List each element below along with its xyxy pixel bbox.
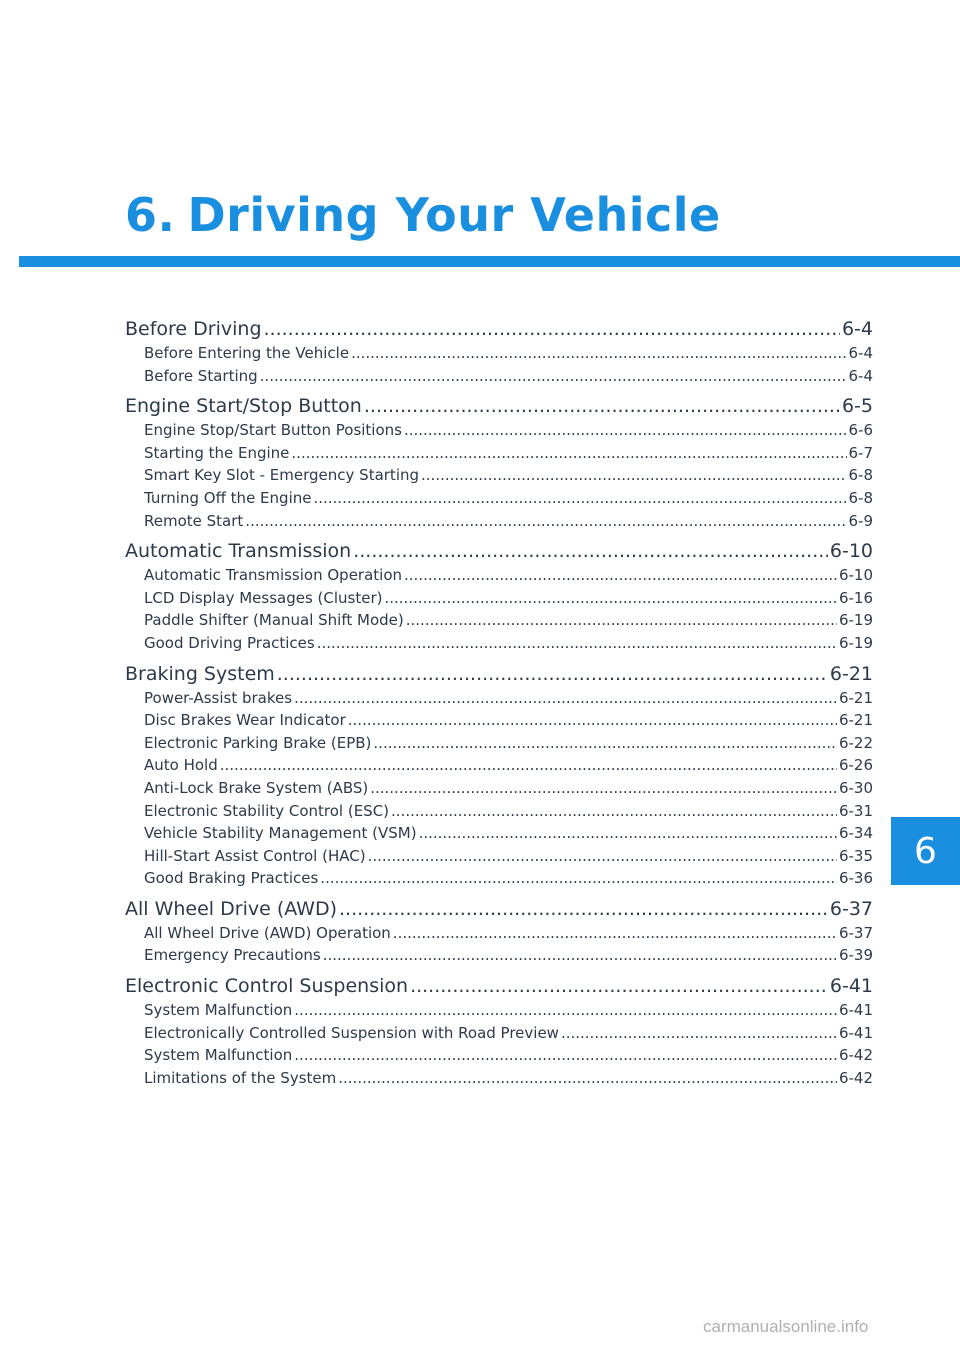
toc-leader — [317, 632, 837, 655]
toc-leader — [393, 922, 837, 945]
toc-section — [125, 973, 873, 1089]
toc-item-page: 6-16 — [838, 588, 873, 607]
toc-section-title: All Wheel Drive (AWD) — [125, 897, 338, 920]
toc-item-entry[interactable] — [125, 845, 873, 868]
toc-leader — [561, 1022, 837, 1045]
toc-item-title: Smart Key Slot - Emergency Starting — [144, 466, 420, 485]
toc-leader — [245, 510, 846, 533]
toc-section — [125, 316, 873, 387]
toc-section — [125, 896, 873, 967]
toc-leader — [351, 342, 846, 365]
toc-section-title: Braking System — [125, 662, 275, 685]
toc-item-entry[interactable] — [125, 365, 873, 388]
toc-item-entry[interactable] — [125, 1044, 873, 1067]
toc-leader — [338, 1067, 837, 1090]
toc-item-page: 6-34 — [838, 824, 873, 843]
toc-section-entry[interactable] — [125, 316, 873, 342]
toc-leader — [384, 587, 836, 610]
toc-section-title: Engine Start/Stop Button — [125, 395, 362, 418]
toc-leader — [260, 365, 847, 388]
toc-item-title: Limitations of the System — [144, 1068, 337, 1087]
toc-item-entry[interactable] — [125, 822, 873, 845]
toc-item-entry[interactable] — [125, 687, 873, 710]
table-of-contents — [125, 316, 873, 1095]
watermark: carmanualsonline.info — [703, 1317, 869, 1336]
toc-section-entry[interactable] — [125, 538, 873, 564]
toc-item-title: Auto Hold — [144, 756, 218, 775]
toc-item-entry[interactable] — [125, 709, 873, 732]
toc-item-page: 6-4 — [848, 366, 873, 385]
toc-item-title: Remote Start — [144, 511, 244, 530]
toc-item-entry[interactable] — [125, 732, 873, 755]
toc-item-page: 6-6 — [848, 421, 873, 440]
toc-leader — [294, 999, 837, 1022]
toc-leader — [373, 732, 837, 755]
toc-item-title: Power-Assist brakes — [144, 688, 293, 707]
toc-item-page: 6-4 — [848, 344, 873, 362]
toc-leader — [370, 777, 837, 800]
toc-section-page: 6-21 — [829, 662, 873, 685]
toc-item-entry[interactable] — [125, 510, 873, 533]
toc-item-page: 6-36 — [838, 869, 873, 888]
toc-section — [125, 661, 873, 890]
toc-item-page: 6-9 — [848, 511, 873, 530]
toc-leader — [294, 1044, 837, 1067]
toc-item-title: Before Starting — [144, 366, 258, 385]
toc-section-entry[interactable] — [125, 896, 873, 922]
toc-section — [125, 538, 873, 654]
toc-leader — [339, 896, 828, 922]
toc-item-entry[interactable] — [125, 609, 873, 632]
toc-leader — [264, 316, 840, 342]
toc-section-title: Before Driving — [125, 318, 262, 340]
toc-leader — [291, 442, 846, 465]
toc-item-entry[interactable] — [125, 632, 873, 655]
toc-item-title: Disc Brakes Wear Indicator — [144, 711, 346, 730]
toc-item-title: Anti-Lock Brake System (ABS) — [144, 778, 369, 797]
toc-item-page: 6-41 — [838, 1023, 873, 1042]
toc-item-page: 6-19 — [838, 633, 873, 652]
toc-item-entry[interactable] — [125, 587, 873, 610]
toc-item-page: 6-22 — [838, 733, 873, 752]
toc-leader — [220, 754, 837, 777]
toc-item-title: Vehicle Stability Management (VSM) — [144, 824, 417, 843]
toc-leader — [294, 687, 837, 710]
toc-leader — [323, 944, 837, 967]
toc-leader — [313, 487, 846, 510]
toc-section-title: Electronic Control Suspension — [125, 975, 409, 998]
toc-item-title: Paddle Shifter (Manual Shift Mode) — [144, 611, 404, 630]
toc-leader — [348, 709, 837, 732]
toc-item-page: 6-35 — [838, 846, 873, 865]
toc-section-entry[interactable] — [125, 393, 873, 419]
toc-item-entry[interactable] — [125, 999, 873, 1022]
toc-item-page: 6-42 — [838, 1046, 873, 1065]
toc-section-page: 6-4 — [841, 318, 873, 340]
toc-leader — [353, 538, 828, 564]
toc-item-title: Hill-Start Assist Control (HAC) — [144, 846, 366, 865]
chapter-heading — [125, 188, 721, 248]
toc-item-entry[interactable] — [125, 564, 873, 587]
toc-item-entry[interactable] — [125, 1067, 873, 1090]
toc-leader — [277, 661, 828, 687]
toc-item-entry[interactable] — [125, 800, 873, 823]
toc-item-title: Electronic Parking Brake (EPB) — [144, 733, 372, 752]
header-rule — [19, 256, 960, 267]
toc-item-entry[interactable] — [125, 487, 873, 510]
toc-leader — [391, 800, 837, 823]
toc-item-entry[interactable] — [125, 1022, 873, 1045]
toc-leader — [368, 845, 837, 868]
toc-leader — [404, 419, 847, 442]
toc-section — [125, 393, 873, 532]
toc-section-page: 6-41 — [829, 975, 873, 998]
toc-item-entry[interactable] — [125, 922, 873, 945]
toc-section-page: 6-5 — [841, 395, 873, 418]
toc-item-page: 6-8 — [848, 466, 873, 485]
toc-item-entry[interactable] — [125, 342, 873, 365]
toc-item-title: Engine Stop/Start Button Positions — [144, 421, 402, 440]
toc-leader — [421, 464, 846, 487]
toc-item-page: 6-21 — [838, 688, 873, 707]
toc-item-title: All Wheel Drive (AWD) Operation — [144, 923, 391, 942]
toc-item-title: Good Braking Practices — [144, 869, 319, 888]
toc-item-title: System Malfunction — [144, 1001, 293, 1020]
toc-item-page: 6-41 — [838, 1001, 873, 1020]
toc-leader — [404, 564, 837, 587]
toc-item-page: 6-37 — [838, 923, 873, 942]
toc-item-entry[interactable] — [125, 419, 873, 442]
toc-item-page: 6-30 — [838, 778, 873, 797]
toc-item-title: Starting the Engine — [144, 443, 290, 462]
toc-item-title: Before Entering the Vehicle — [144, 344, 350, 362]
toc-item-page: 6-19 — [838, 611, 873, 630]
chapter-number: 6. — [125, 188, 176, 242]
toc-item-title: LCD Display Messages (Cluster) — [144, 588, 383, 607]
toc-item-entry[interactable] — [125, 754, 873, 777]
toc-item-title: Electronically Controlled Suspension with Road Preview — [144, 1023, 559, 1042]
toc-item-title: Turning Off the Engine — [144, 488, 312, 507]
toc-item-title: Electronic Stability Control (ESC) — [144, 801, 390, 820]
toc-leader — [406, 609, 837, 632]
toc-item-entry[interactable] — [125, 442, 873, 465]
toc-item-page: 6-10 — [838, 566, 873, 585]
toc-item-entry[interactable] — [125, 464, 873, 487]
toc-item-page: 6-26 — [838, 756, 873, 775]
toc-item-title: Automatic Transmission Operation — [144, 566, 403, 585]
toc-item-page: 6-39 — [838, 946, 873, 965]
toc-item-entry[interactable] — [125, 867, 873, 890]
toc-section-title: Automatic Transmission — [125, 540, 352, 563]
toc-leader — [410, 973, 828, 999]
chapter-tab[interactable]: 6 — [891, 817, 960, 885]
toc-section-page: 6-10 — [829, 540, 873, 563]
toc-item-entry[interactable] — [125, 944, 873, 967]
toc-item-page: 6-42 — [838, 1068, 873, 1087]
toc-leader — [320, 867, 837, 890]
toc-leader — [419, 822, 837, 845]
toc-item-title: System Malfunction — [144, 1046, 293, 1065]
toc-item-title: Emergency Precautions — [144, 946, 321, 965]
toc-item-page: 6-21 — [838, 711, 873, 730]
toc-item-page: 6-7 — [848, 443, 873, 462]
toc-item-page: 6-31 — [838, 801, 873, 820]
toc-item-title: Good Driving Practices — [144, 633, 315, 652]
toc-section-page: 6-37 — [829, 897, 873, 920]
toc-item-entry[interactable] — [125, 777, 873, 800]
toc-section-entry[interactable] — [125, 661, 873, 687]
toc-leader — [364, 393, 840, 419]
chapter-title: Driving Your Vehicle — [187, 188, 721, 242]
toc-item-page: 6-8 — [848, 488, 873, 507]
toc-section-entry[interactable] — [125, 973, 873, 999]
